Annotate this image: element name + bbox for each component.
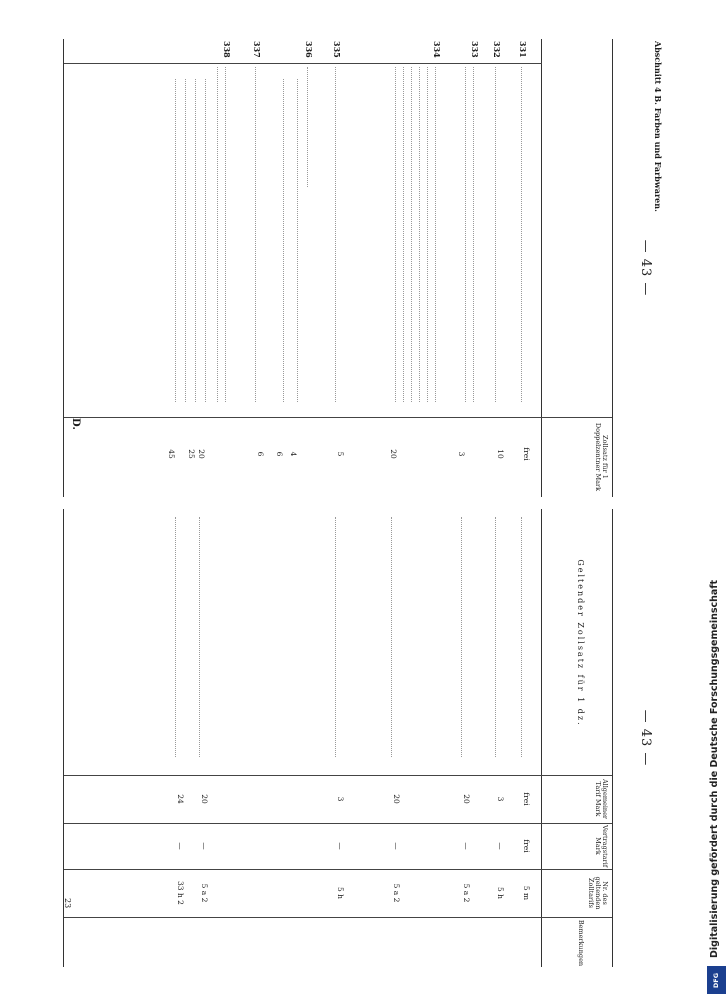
general-tariff-value: 3 — [496, 796, 505, 802]
item-text — [175, 517, 176, 757]
column-divider — [64, 417, 542, 418]
general-tariff-value: 20 — [392, 794, 401, 804]
conventional-tariff-value: — — [392, 842, 401, 850]
tariff-table — [63, 509, 613, 967]
item-number: 337 — [252, 41, 262, 58]
tariff-table — [63, 39, 613, 497]
duty-column-header: Zollsatz für 1 Doppelzentner Mark — [594, 422, 609, 492]
general-tariff-value: 3 — [336, 796, 345, 802]
item-text — [297, 79, 298, 402]
item-text — [411, 67, 412, 402]
conventional-tariff-value: — — [200, 842, 209, 850]
item-text — [335, 517, 336, 757]
column-divider — [542, 417, 612, 418]
dfg-logo-label: DFG — [711, 972, 720, 988]
general-tariff-value: 24 — [176, 794, 185, 804]
tariff-number-value: 5 m — [522, 885, 531, 901]
item-number: 336 — [304, 41, 314, 58]
table-header — [541, 39, 612, 497]
item-text — [225, 67, 226, 402]
scanned-spread — [57, 33, 671, 973]
table-body — [64, 509, 542, 967]
column-divider — [64, 823, 542, 824]
rotated-spread — [57, 33, 671, 973]
item-text — [473, 67, 474, 402]
item-text — [391, 517, 392, 757]
dfg-logo[interactable] — [707, 966, 726, 994]
item-text — [185, 79, 186, 402]
general-tariff-value: 20 — [200, 794, 209, 804]
column-divider — [542, 869, 612, 870]
conventional-tariff-value: frei — [522, 839, 531, 853]
item-text — [175, 79, 176, 402]
duty-value: 10 — [496, 449, 505, 459]
duty-value: 20 — [197, 449, 206, 459]
tariff-number-value: 5 h — [336, 887, 345, 899]
conventional-tariff-value: — — [336, 842, 345, 850]
duty-value: 3 — [457, 451, 466, 457]
column-divider — [542, 823, 612, 824]
item-text — [199, 517, 200, 757]
table-header — [541, 509, 612, 967]
page-stamp: D. — [70, 418, 81, 430]
table-body — [64, 39, 542, 497]
item-number: 338 — [222, 41, 232, 58]
duty-value: 25 — [187, 449, 196, 459]
item-text — [495, 517, 496, 757]
duty-value: 6 — [256, 451, 265, 457]
item-text — [195, 79, 196, 402]
item-text — [283, 79, 284, 402]
tariff-number-value: 5 h — [496, 887, 505, 899]
item-text — [217, 67, 218, 402]
conventional-tariff-value: — — [496, 842, 505, 850]
description-column-header: Geltender Zollsatz für 1 dz. — [576, 559, 585, 727]
tariff-number-value: 5 a 2 — [200, 883, 209, 903]
column-divider — [64, 63, 542, 64]
item-number: 333 — [470, 41, 480, 58]
general-tariff-value: 20 — [462, 794, 471, 804]
item-text — [435, 67, 436, 402]
right-page — [57, 503, 671, 973]
dfg-sidebar — [706, 0, 727, 1000]
footer-number: 23 — [63, 898, 72, 909]
duty-value: 20 — [389, 449, 398, 459]
duty-value: 4 — [289, 451, 298, 457]
duty-value: 45 — [167, 449, 176, 459]
item-text — [307, 67, 308, 187]
item-text — [395, 67, 396, 402]
item-text — [205, 79, 206, 402]
conventional-tariff-value: — — [176, 842, 185, 850]
page-number: — 43 — — [638, 709, 653, 767]
item-text — [521, 517, 522, 757]
dfg-credit: Digitalisierung gefördert durch die Deutsche Forschungsgemeinschaft — [709, 580, 720, 958]
item-number: 332 — [492, 41, 502, 58]
duty-value: frei — [522, 447, 531, 461]
tariff-number-value: 5 a 2 — [392, 883, 401, 903]
duty-value: 5 — [336, 451, 345, 457]
duty-value: 6 — [275, 451, 284, 457]
item-number: 334 — [432, 41, 442, 58]
column-divider — [64, 917, 542, 918]
remarks-header: Bemerkungen — [577, 919, 585, 967]
tariff-number-header: Nr. des geltenden Zolltarifs — [587, 876, 609, 910]
item-text — [495, 67, 496, 402]
item-text — [521, 67, 522, 402]
item-number: 335 — [332, 41, 342, 58]
item-text — [419, 67, 420, 402]
column-divider — [64, 869, 542, 870]
tariff-number-value: 5 a 2 — [462, 883, 471, 903]
tariff-number-value: 33 h 2 — [176, 881, 185, 905]
page-number: — 43 — — [638, 239, 653, 297]
item-number: 331 — [518, 41, 528, 58]
item-text — [335, 67, 336, 402]
item-text — [255, 67, 256, 402]
general-tariff-value: frei — [522, 792, 531, 806]
section-header: Abschnitt 4 B. Farben und Farbwaren. — [653, 41, 663, 212]
item-text — [461, 517, 462, 757]
left-page — [57, 33, 671, 503]
conventional-tariff-value: — — [462, 842, 471, 850]
item-text — [427, 67, 428, 402]
general-tariff-header: Allgemeiner Tarif Mark — [594, 778, 609, 820]
item-text — [465, 67, 466, 402]
column-divider — [64, 775, 542, 776]
conventional-tariff-header: Vertragstarif Mark — [594, 825, 609, 868]
item-text — [403, 67, 404, 402]
column-divider — [542, 917, 612, 918]
column-divider — [542, 775, 612, 776]
